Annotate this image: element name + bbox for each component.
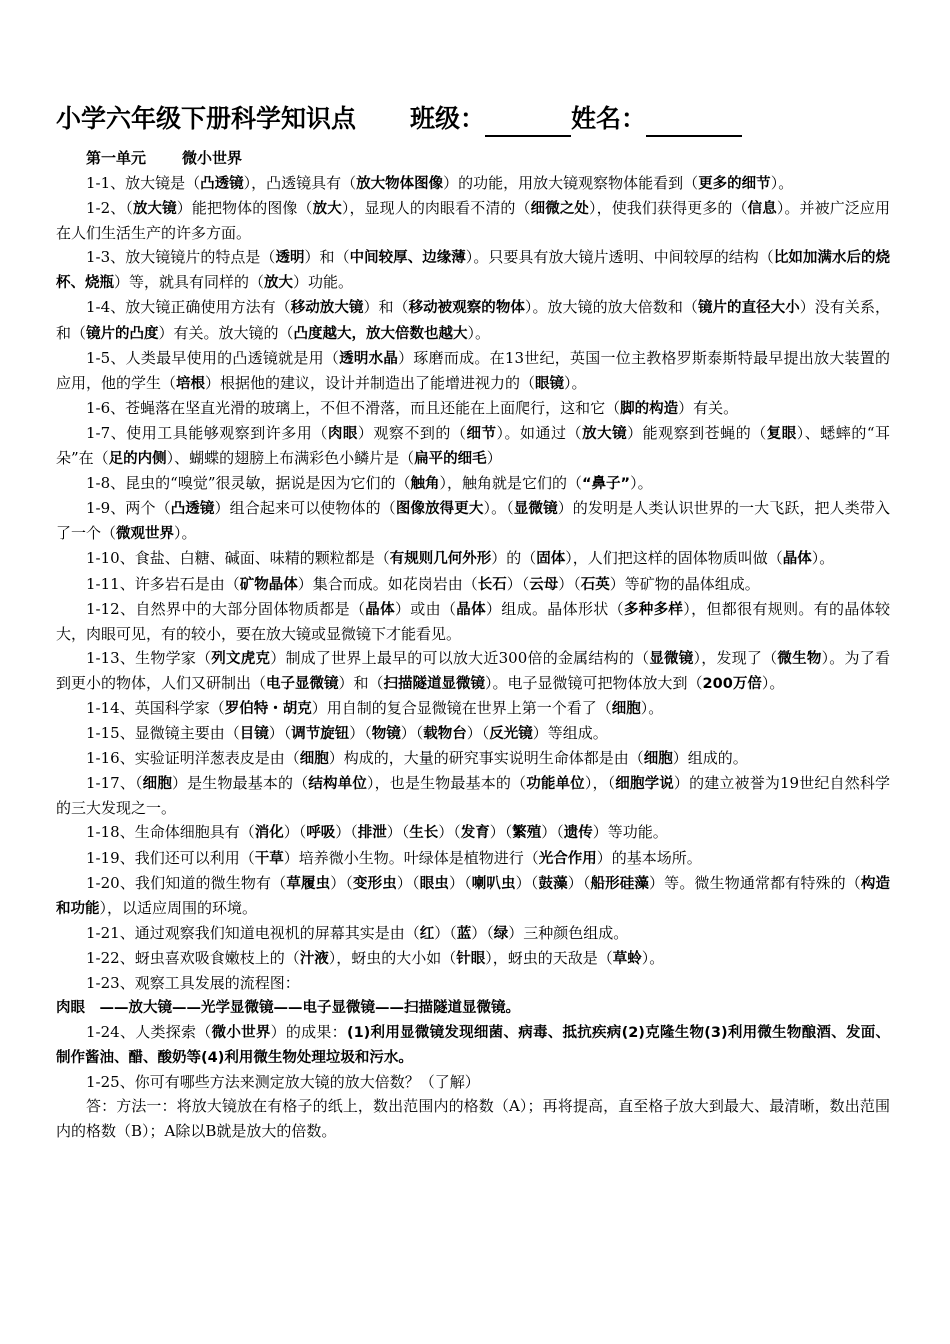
question-text: ）。只要具有放大镜片透明、中间较厚的结构（ — [465, 248, 774, 267]
answer-text: 眼镜 — [535, 375, 565, 392]
knowledge-item — [56, 921, 890, 946]
question-text: 1-11、许多岩石是由（ — [86, 574, 240, 593]
answer-text: 反光镜 — [489, 726, 533, 743]
answer-text: 200万倍 — [702, 675, 762, 692]
question-text: ）（ — [283, 823, 307, 842]
answer-text: 载物台 — [423, 726, 467, 743]
answer-text: 船形硅藻 — [590, 875, 650, 892]
question-text: 1-6、苍蝇落在坚直光滑的玻璃上，不但不滑落，而且还能在上面爬行，这和它（ — [86, 398, 621, 417]
knowledge-item — [56, 771, 890, 820]
question-text: 答：方法一：将放大镜放在有格子的纸上，数出范围内的格数（A）；再将提高，直至格子放大到最大、最清晰，数出范围内的格数（B）；A除以B就是放大的倍数。 — [56, 1097, 890, 1140]
question-text: 1-25、你可有哪些方法来测定放大镜的放大倍数？（了解） — [86, 1073, 480, 1092]
answer-text: 镜片的直径大小 — [697, 300, 800, 317]
answer-text: 发育 — [460, 825, 490, 842]
question-text: ）等功能。 — [592, 823, 668, 842]
knowledge-item — [56, 471, 890, 496]
question-text: ）、蟋蟀的“耳朵”在（ — [56, 423, 891, 468]
question-text: ）没有关系，和（ — [56, 298, 890, 342]
knowledge-list — [56, 171, 890, 1143]
knowledge-item — [56, 1020, 890, 1070]
answer-text: 呼吸 — [306, 825, 336, 842]
answer-text: 有规则几何外形 — [389, 551, 492, 568]
question-text: ）。 — [640, 698, 664, 717]
answer-text: 电子显微镜 — [266, 675, 339, 692]
answer-text: 复眼 — [766, 425, 797, 442]
question-text: ）（ — [268, 724, 292, 743]
answer-text: 凸度越大，放大倍数也越大 — [293, 325, 468, 342]
question-text: ），显现人的肉眼看不清的（ — [341, 199, 531, 218]
answer-text: 微小世界 — [211, 1025, 271, 1042]
question-text: ）（ — [471, 923, 494, 942]
question-text: ）等。微生物通常都有特殊的（ — [649, 873, 861, 892]
answer-text: 石英 — [580, 576, 610, 593]
answer-text: 物镜 — [371, 726, 401, 743]
answer-text: 鼓藻 — [538, 875, 568, 892]
answer-text: 移动被观察的物体 — [408, 300, 525, 317]
name-label: 姓名： — [571, 104, 647, 133]
answer-text: 云母 — [529, 576, 559, 593]
knowledge-item — [56, 820, 890, 845]
answer-text: 晶体 — [456, 601, 486, 618]
answer-text: 放大镜 — [132, 201, 177, 218]
answer-text: 干草 — [254, 850, 284, 867]
answer-text: 细节 — [466, 425, 497, 442]
answer-text: 细胞 — [643, 751, 673, 768]
question-text: ）（ — [506, 574, 530, 593]
question-text: ）（ — [438, 823, 461, 842]
class-label: 班级： — [410, 104, 486, 133]
answer-text: 晶体 — [782, 551, 812, 568]
question-text: ）。 — [811, 549, 835, 568]
answer-text: “鼻子” — [582, 476, 631, 493]
question-text: ），蚜虫的天敌是（ — [485, 948, 613, 967]
answer-text: 细胞 — [611, 700, 641, 717]
answer-text: 脚的构造 — [620, 400, 679, 417]
question-text: 1-15、显微镜主要由（ — [86, 724, 240, 743]
question-text: ）。并被广泛应用在人们生活生产的许多方面。 — [56, 199, 890, 243]
answer-text: 更多的细节 — [698, 176, 771, 192]
question-text: ）功能。 — [293, 273, 354, 292]
question-text: ）（ — [349, 724, 372, 743]
answer-text: 矿物晶体 — [239, 576, 298, 593]
question-text: ）或由（ — [394, 599, 457, 618]
knowledge-item — [56, 971, 890, 995]
question-text: ）的成果： — [270, 1023, 347, 1042]
answer-text: 罗伯特・胡克 — [224, 700, 312, 717]
question-text: ）。放大镜的放大倍数和（ — [524, 298, 698, 317]
question-text: ）。 — [630, 474, 653, 493]
question-text: ），凸透镜具有（ — [243, 174, 357, 192]
answer-text: 遗传 — [563, 825, 593, 842]
question-text: ）是生物最基本的（ — [171, 774, 309, 793]
answer-text: 细胞 — [299, 751, 329, 768]
question-text: ）。（ — [483, 499, 514, 518]
question-text: ）。 — [641, 948, 665, 967]
name-blank — [646, 107, 742, 137]
question-text: ）有关。放大镜的（ — [158, 323, 294, 342]
knowledge-item — [56, 1094, 890, 1142]
answer-text: 凸透镜 — [200, 176, 244, 192]
answer-text: 透明 — [275, 250, 305, 267]
answer-text: 草履虫 — [286, 875, 331, 892]
question-text: ）制成了世界上最早的可以放大近300倍的金属结构的（ — [270, 648, 650, 667]
question-text: ）（ — [448, 873, 472, 892]
answer-text: 比如加满水后的烧杯、烧瓶 — [56, 250, 890, 292]
answer-text: 肉眼 ——放大镜——光学显微镜——电子显微镜——扫描隧道显微镜。 — [56, 1000, 520, 1017]
question-text: ）集合而成。如花岗岩由（ — [297, 574, 478, 593]
answer-text: 调节旋钮 — [291, 726, 350, 743]
question-text: 1-12、自然界中的大部分固体物质都是（ — [86, 599, 366, 618]
question-text: 1-16、实验证明洋葱表皮是由（ — [86, 749, 300, 768]
question-text: 1-8、昆虫的“嗅觉”很灵敏，据说是因为它们的（ — [86, 474, 411, 493]
question-text: 1-14、英国科学家（ — [86, 698, 225, 717]
question-text: 1-24、人类探索（ — [86, 1023, 212, 1042]
question-text: ）培养微小生物。叶绿体是植物进行（ — [283, 848, 539, 867]
answer-text: 显微镜 — [649, 650, 694, 667]
page-title — [56, 101, 896, 137]
question-text: ）（ — [396, 873, 420, 892]
question-text: ）的建立被誉为19世纪自然科学的三大发现之一。 — [56, 774, 891, 818]
answer-text: 放大镜 — [582, 425, 628, 442]
answer-text: 汁液 — [299, 950, 329, 967]
question-text: 1-19、我们还可以利用（ — [86, 848, 255, 867]
question-text: ）。 — [770, 174, 794, 192]
question-text: 1-7、使用工具能够观察到许多用（ — [86, 423, 328, 442]
knowledge-item — [56, 496, 890, 546]
knowledge-item — [56, 846, 890, 871]
answer-text: 细胞学说 — [615, 776, 674, 793]
question-text: 1-2、（ — [86, 199, 133, 218]
question-text: ）能把物体的图像（ — [176, 199, 313, 218]
answer-text: 肉眼 — [327, 425, 358, 442]
answer-text: 图像放得更大 — [395, 501, 484, 518]
question-text: ）。 — [564, 373, 587, 392]
answer-text: 结构单位 — [308, 776, 367, 793]
answer-text: 透明水晶 — [339, 350, 399, 367]
question-text: 1-20、我们知道的微生物有（ — [86, 873, 287, 892]
answer-text: 微生物 — [777, 650, 822, 667]
question-text: ）。电子显微镜可把物体放大到（ — [485, 673, 703, 692]
knowledge-item — [56, 646, 890, 696]
question-text: ）（ — [489, 823, 513, 842]
question-text: 1-5、人类最早使用的凸透镜就是用（ — [86, 348, 340, 367]
answer-text: 目镜 — [239, 726, 269, 743]
answer-text: 绿 — [493, 925, 509, 942]
question-text: ）、蝴蝶的翅膀上布满彩色小鳞片是（ — [166, 449, 415, 468]
question-text: ）等，就具有同样的（ — [114, 273, 265, 292]
question-text: 1-3、放大镜镜片的特点是（ — [86, 248, 276, 267]
question-text: ）和（ — [304, 248, 350, 267]
question-text: ）和（ — [363, 298, 409, 317]
question-text: 1-22、蚜虫喜欢吸食嫩枝上的（ — [86, 948, 300, 967]
unit-name: 微小世界 — [182, 149, 243, 167]
unit-heading — [86, 146, 242, 170]
question-text: ）有关。 — [678, 398, 739, 417]
knowledge-item — [56, 396, 890, 421]
question-text: 1-21、通过观察我们知道电视机的屏幕其实是由（ — [86, 923, 420, 942]
question-text: ）组成的。 — [672, 749, 748, 768]
question-text: ），使我们获得更多的（ — [589, 199, 748, 218]
question-text: 1-17、（ — [86, 774, 143, 793]
knowledge-item — [56, 597, 890, 646]
question-text: 1-9、两个（ — [86, 499, 171, 518]
question-text: ）组成。晶体形状（ — [485, 599, 624, 618]
answer-text: 排泄 — [357, 825, 387, 842]
question-text: ），触角就是它们的（ — [439, 474, 583, 493]
knowledge-item — [56, 245, 890, 295]
knowledge-item — [56, 746, 890, 771]
question-text: ），但都很有规则。有的晶体较大，肉眼可见，有的较小，要在放大镜或显微镜下才能看见。 — [56, 599, 891, 643]
question-text: ）观察不到的（ — [357, 423, 467, 442]
question-text: ）组合起来可以使物体的（ — [214, 499, 396, 518]
question-text: ）的功能，用放大镜观察物体能看到（ — [443, 174, 699, 192]
question-text: 1-10、食盐、白糖、碱面、味精的颗粒都是（ — [86, 549, 390, 568]
answer-text: 喇叭虫 — [471, 875, 516, 892]
answer-text: 功能单位 — [526, 776, 585, 793]
question-text: 1-18、生命体细胞具有（ — [86, 823, 255, 842]
knowledge-item — [56, 171, 890, 196]
question-text: ），蚜虫的大小如（ — [328, 948, 457, 967]
question-text: ）。 — [761, 673, 785, 692]
question-text: ）根据他的建议，设计并制造出了能增进视力的（ — [205, 373, 536, 392]
question-text: ）（ — [386, 823, 410, 842]
unit-number: 第一单元 — [86, 149, 147, 167]
answer-text: 变形虫 — [353, 875, 397, 892]
answer-text: 放大 — [312, 201, 342, 218]
answer-text: (1)利用显微镜发现细菌、病毒、抵抗疾病(2)克隆生物(3)利用微生物酿酒、发面、制作酱油、醋、酸奶等(4)利用微生物处理垃圾和污水。 — [56, 1025, 890, 1067]
answer-text: 多种多样 — [623, 601, 684, 618]
question-text: ）等矿物的晶体组成。 — [609, 574, 760, 593]
answer-text: 触角 — [410, 476, 440, 493]
answer-text: 放大物体图像 — [356, 176, 444, 192]
question-text: 1-1、放大镜是（ — [86, 174, 201, 192]
knowledge-item — [56, 871, 890, 921]
answer-text: 红 — [419, 925, 435, 942]
flow-line — [56, 995, 890, 1020]
knowledge-item — [56, 196, 890, 245]
answer-text: 晶体 — [365, 601, 395, 618]
answer-text: 放大 — [264, 275, 294, 292]
question-text: ）用自制的复合显微镜在世界上第一个看了（ — [311, 698, 612, 717]
answer-text: 构造和功能 — [56, 875, 891, 917]
title-text: 小学六年级下册科学知识点 — [56, 104, 357, 133]
answer-text: 草蛉 — [612, 950, 642, 967]
answer-text: 显微镜 — [513, 501, 558, 518]
question-text: ）（ — [567, 873, 591, 892]
class-blank — [485, 107, 571, 137]
question-text: ）三种颜色组成。 — [508, 923, 629, 942]
answer-text: 足的内侧 — [108, 451, 167, 468]
question-text: ）（ — [330, 873, 353, 892]
knowledge-item — [56, 1070, 890, 1094]
answer-text: 消化 — [254, 825, 284, 842]
question-text: ）。 — [467, 323, 491, 342]
answer-text: 培根 — [176, 375, 206, 392]
question-text: ）（ — [466, 724, 490, 743]
answer-text: 光合作用 — [538, 850, 597, 867]
answer-text: 微观世界 — [116, 526, 175, 543]
answer-text: 生长 — [409, 825, 439, 842]
answer-text: 信息 — [747, 201, 777, 218]
question-text: ）和（ — [338, 673, 384, 692]
answer-text: 繁殖 — [512, 825, 542, 842]
question-text: ），发现了（ — [693, 648, 778, 667]
question-text: ）（ — [335, 823, 358, 842]
question-text: ）的（ — [491, 549, 537, 568]
question-text: ）（ — [558, 574, 581, 593]
knowledge-item — [56, 421, 890, 471]
answer-text: 列文虎克 — [211, 650, 271, 667]
answer-text: 针眼 — [456, 950, 486, 967]
answer-text: 凸透镜 — [170, 501, 215, 518]
knowledge-item — [56, 546, 890, 571]
question-text: 1-13、生物学家（ — [86, 648, 212, 667]
answer-text: 固体 — [536, 551, 566, 568]
knowledge-item — [56, 721, 890, 746]
answer-text: 细胞 — [142, 776, 172, 793]
knowledge-item — [56, 572, 890, 597]
knowledge-item — [56, 346, 890, 396]
question-text: ）构成的，大量的研究事实说明生命体都是由（ — [328, 749, 644, 768]
question-text: ），也是生物最基本的（ — [367, 774, 527, 793]
question-text: ）（ — [541, 823, 564, 842]
question-text: 1-23、观察工具发展的流程图： — [86, 974, 300, 992]
knowledge-item — [56, 295, 890, 345]
answer-text: 移动放大镜 — [290, 300, 364, 317]
question-text: ）（ — [400, 724, 424, 743]
answer-text: 眼虫 — [419, 875, 449, 892]
answer-text: 长石 — [477, 576, 507, 593]
question-text: ）（ — [434, 923, 457, 942]
answer-text: 细微之处 — [530, 201, 590, 218]
answer-text: 扁平的细毛 — [414, 451, 487, 468]
question-text: ），（ — [584, 774, 616, 793]
knowledge-item — [56, 696, 890, 721]
question-text: ）。为了看到更小的物体，人们又研制出（ — [56, 648, 890, 692]
answer-text: 中间较厚、边缘薄 — [349, 250, 466, 267]
question-text: ），人们把这样的固体物质叫做（ — [565, 549, 783, 568]
question-text: ）能观察到苍蝇的（ — [627, 423, 767, 442]
knowledge-item — [56, 946, 890, 971]
answer-text: 扫描隧道显微镜 — [383, 675, 486, 692]
question-text: ）琢磨而成。在13世纪，英国一位主教格罗斯泰斯特最早提出放大装置的应用，他的学生（ — [56, 348, 890, 392]
answer-text: 蓝 — [456, 925, 472, 942]
question-text: ）的发明是人类认识世界的一大飞跃，把人类带入了一个（ — [56, 499, 890, 543]
question-text: ）的基本场所。 — [596, 848, 702, 867]
question-text: ），以适应周围的环境。 — [99, 898, 258, 917]
question-text: ）。 — [174, 524, 197, 543]
question-text: ）。如通过（ — [496, 423, 583, 442]
question-text: 1-4、放大镜正确使用方法有（ — [86, 298, 291, 317]
answer-text: 镜片的凸度 — [86, 325, 159, 342]
question-text: ）等组成。 — [532, 724, 608, 743]
question-text: ）（ — [515, 873, 539, 892]
question-text: ） — [486, 449, 502, 468]
